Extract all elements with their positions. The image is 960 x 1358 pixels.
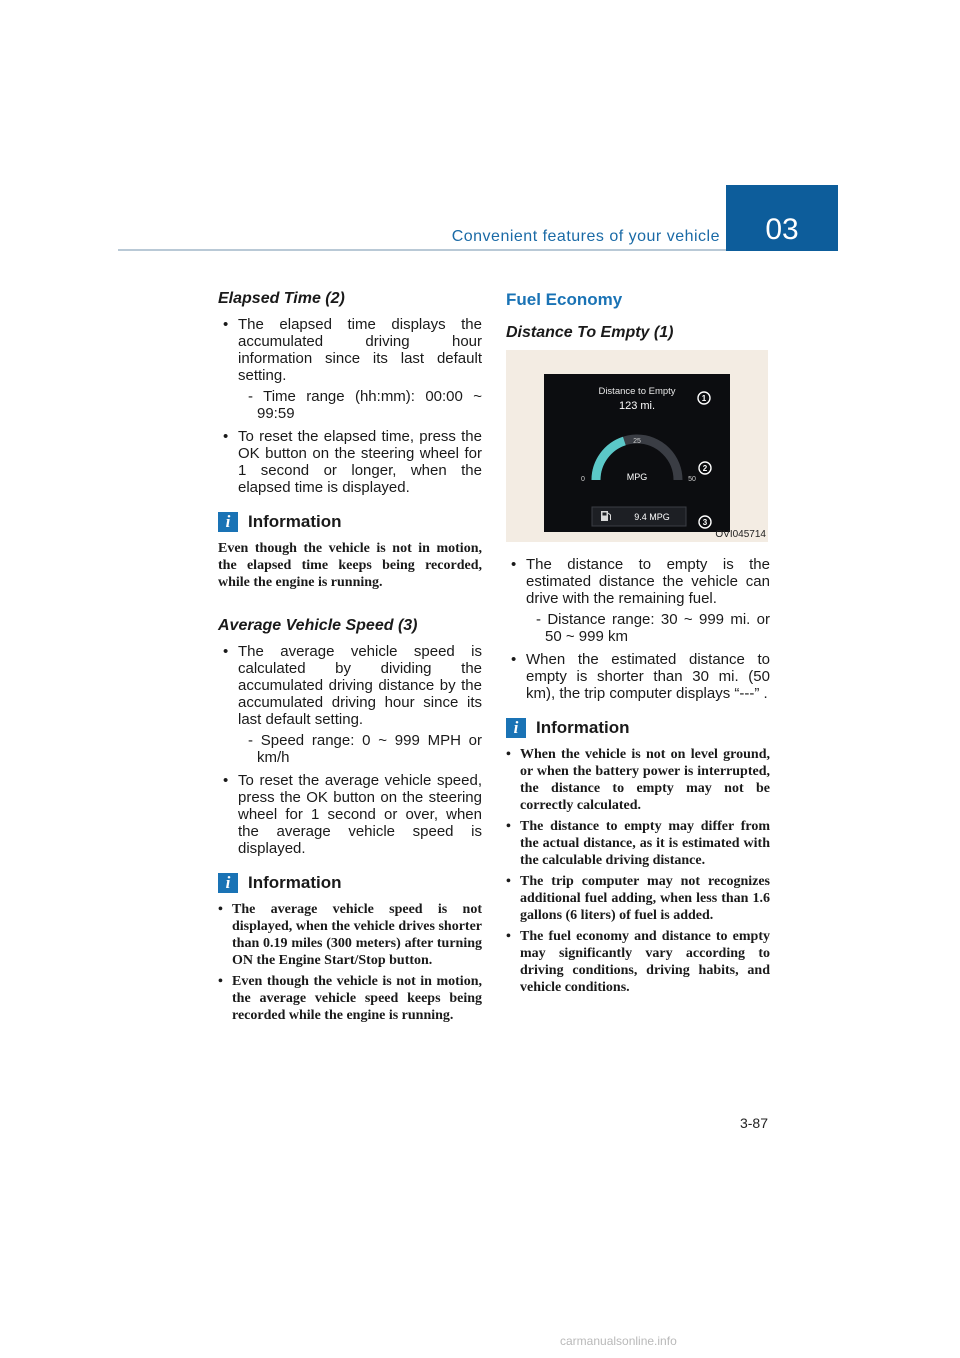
fuel-readout-value: 9.4 MPG (634, 512, 670, 522)
chapter-tab: 03 (726, 185, 838, 251)
distance-to-empty-heading: Distance To Empty (1) (506, 324, 674, 341)
right-column (506, 290, 770, 1012)
callout-3 (699, 516, 711, 528)
gauge-mid-label: 25 (633, 438, 641, 445)
bullet-text: The average vehicle speed is calculated by dividing the accumulated driving distance by the accumulated driving hour since its last default setting. (238, 643, 482, 728)
bullet-text: To reset the elapsed time, press the OK button on the steering wheel for 1 second or longer, when the elapsed time is displayed. (238, 428, 482, 496)
info-text: Even though the vehicle is not in motion, the elapsed time keeps being recorded, while the engine is running. (218, 541, 482, 590)
info-icon: i (218, 873, 238, 893)
list-item: • The fuel economy and distance to empty may significantly vary according to driving conditions, driving habits, and vehicle conditions. (506, 928, 770, 996)
bullet-subitem: - Time range (hh:mm): 00:00 ~ 99:59 (248, 388, 482, 422)
list-item (218, 772, 482, 857)
info-heading (218, 873, 482, 893)
info-icon: i (218, 512, 238, 532)
running-header-title: Convenient features of your vehicle (451, 228, 720, 245)
info-heading (218, 512, 482, 532)
info-icon: i (506, 718, 526, 738)
header-divider (118, 249, 726, 251)
figure-code: OVI045714 (715, 529, 766, 540)
screen-title: Distance to Empty (598, 386, 676, 397)
list-item: • The trip computer may not recognizes additional fuel adding, when less than 1.6 gallons (6 liters) of fuel is added. (506, 873, 770, 924)
list-item (218, 428, 482, 496)
info-label: Information (248, 873, 342, 892)
distance-to-empty-list (506, 556, 770, 702)
list-item: • The distance to empty may differ from the actual distance, as it is estimated with the calculable driving distance. (506, 818, 770, 869)
list-item: • Even though the vehicle is not in motion, the average vehicle speed keeps being recorded while the engine is running. (218, 973, 482, 1024)
callout-1 (698, 392, 710, 404)
list-item (218, 316, 482, 422)
section-title: Fuel Economy (506, 290, 623, 309)
elapsed-time-heading: Elapsed Time (2) (218, 290, 345, 307)
info-list (218, 901, 482, 1024)
callout-number: 3 (702, 518, 708, 527)
gauge-unit-label: MPG (626, 472, 648, 482)
bullet-text: The elapsed time displays the accumulated driving hour information since its last default setting. (238, 316, 482, 384)
cluster-display-graphic (506, 350, 768, 542)
list-item (218, 643, 482, 766)
left-column (218, 290, 482, 1040)
bullet-text: To reset the average vehicle speed, press the OK button on the steering wheel for 1 second or over, when the average vehicle speed is displayed. (238, 772, 482, 857)
cluster-illustration (506, 350, 768, 542)
elapsed-time-list (218, 316, 482, 496)
average-speed-heading: Average Vehicle Speed (3) (218, 617, 418, 634)
watermark-text: carmanualsonline.info (560, 1334, 677, 1348)
bullet-text: When the estimated distance to empty is shorter than 30 mi. (50 km), the trip computer displays “---” . (526, 651, 770, 702)
info-label: Information (248, 512, 342, 531)
list-item: • When the vehicle is not on level ground, or when the battery power is interrupted, the distance to empty may not be correctly calculated. (506, 746, 770, 814)
gauge-min-label: 0 (581, 476, 585, 483)
list-item (506, 651, 770, 702)
info-label: Information (536, 718, 630, 737)
info-heading (506, 718, 770, 738)
callout-number: 2 (702, 464, 708, 473)
info-list (506, 746, 770, 996)
page-number: 3-87 (739, 1115, 768, 1131)
bullet-subitem: - Distance range: 30 ~ 999 mi. or 50 ~ 999 km (536, 611, 770, 645)
bullet-text: The distance to empty is the estimated distance the vehicle can drive with the remaining fuel. (526, 556, 770, 607)
average-speed-list (218, 643, 482, 857)
list-item: • The average vehicle speed is not displayed, when the vehicle drives shorter than 0.19 miles (300 meters) after turning ON the Engine Start/Stop button. (218, 901, 482, 969)
callout-number: 1 (701, 394, 707, 403)
callout-2 (699, 462, 711, 474)
gauge-max-label: 50 (688, 476, 696, 483)
list-item (506, 556, 770, 645)
bullet-subitem: - Speed range: 0 ~ 999 MPH or km/h (248, 732, 482, 766)
screen-value: 123 mi. (618, 400, 656, 412)
